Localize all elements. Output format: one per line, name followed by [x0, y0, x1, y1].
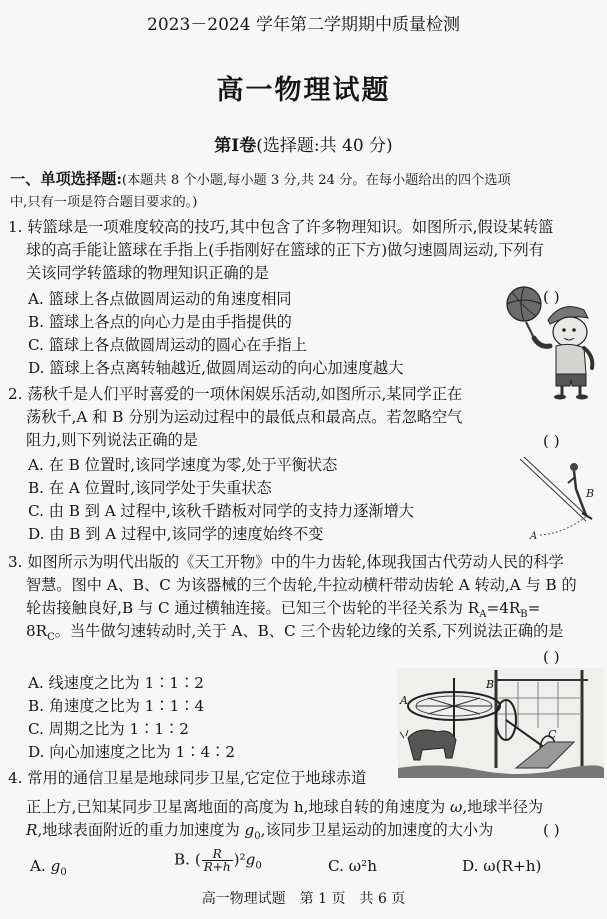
- q2-option-c: C. 由 B 到 A 过程中,该秋千踏板对同学的支持力逐渐增大: [28, 502, 414, 520]
- q1-option-d: D. 篮球上各点离转轴越近,做圆周运动的向心加速度越大: [28, 359, 404, 377]
- q4-option-b-den: R+h: [203, 860, 231, 874]
- part-title-bold: 第Ⅰ卷: [214, 136, 257, 156]
- paper-title: 高一物理试题: [216, 75, 391, 106]
- q3-sub-c: C: [47, 632, 55, 644]
- q1-answer-paren: ( ): [543, 288, 560, 306]
- q3-stem-3b: =4R: [486, 599, 521, 617]
- q4-omega: ω: [449, 798, 463, 816]
- q4-option-b-sub: 0: [255, 860, 262, 872]
- q4-option-d: D. ω(R+h): [462, 857, 542, 875]
- q4-option-a-label: A.: [30, 857, 51, 875]
- q4-option-a-sub: 0: [60, 867, 67, 879]
- q4-option-a: [30, 855, 67, 884]
- q4-option-b-g: g: [245, 850, 256, 869]
- q2-option-a: A. 在 B 位置时,该同学速度为零,处于平衡状态: [28, 456, 338, 474]
- q2-stem-1: 2. 荡秋千是人们平时喜爱的一项休闲娱乐活动,如图所示,某同学正在: [8, 385, 463, 403]
- q3-stem-2: 智慧。图中 A、B、C 为该器械的三个齿轮,牛拉动横杆带动齿轮 A 转动,A 与 B 的: [26, 576, 577, 594]
- page-footer: 高一物理试题 第 1 页 共 6 页: [201, 891, 406, 907]
- q4-option-c: C. ω²h: [328, 857, 377, 875]
- q2-option-b: B. 在 A 位置时,该同学处于失重状态: [28, 479, 272, 497]
- q2-stem-3: 阻力,则下列说法正确的是: [26, 431, 198, 449]
- q4-stem-2: [26, 796, 543, 819]
- q3-option-d: D. 向心加速度之比为 1∶4∶2: [28, 743, 235, 761]
- swing-figure: [516, 455, 602, 541]
- q4-stem-2c: ,地球半径为: [462, 798, 544, 816]
- swing-label-b: B: [586, 487, 595, 500]
- q1-stem-2: 球的高手能让篮球在手指上(手指刚好在篮球的正下方)做匀速圆周运动,下列有: [26, 241, 544, 259]
- q3-stem-4a: 8R: [26, 622, 48, 640]
- q3-option-c: C. 周期之比为 1∶1∶2: [28, 720, 189, 738]
- q4-r: R: [26, 821, 38, 839]
- q3-option-a: A. 线速度之比为 1∶1∶2: [28, 674, 204, 692]
- section-instruction-1: (本题共 8 个小题,每小题 3 分,共 24 分。在每小题给出的四个选项: [121, 173, 511, 188]
- part-title-rest: (选择题:共 40 分): [256, 136, 393, 156]
- section-instruction-2: 中,只有一项是符合题目要求的。): [10, 195, 198, 210]
- q2-option-d: D. 由 B 到 A 过程中,该同学的速度始终不变: [28, 525, 324, 543]
- q3-option-b: B. 角速度之比为 1∶1∶4: [28, 697, 205, 715]
- q3-sub-a: A: [479, 609, 487, 621]
- swing-label-a: A: [530, 531, 538, 541]
- q3-stem-4b: 。当牛做匀速转动时,关于 A、B、C 三个齿轮边缘的关系,下列说法正确的是: [54, 622, 564, 640]
- q4-option-b-num: R: [202, 848, 233, 861]
- q4-g-sub: 0: [254, 831, 261, 843]
- q4-answer-paren: ( ): [543, 821, 560, 839]
- q4-stem-1: 4. 常用的通信卫星是地球同步卫星,它定位于地球赤道: [8, 769, 367, 787]
- q2-answer-paren: ( ): [543, 432, 560, 450]
- section-heading-label: 一、单项选择题:: [10, 170, 122, 188]
- q4-stem-3: [26, 819, 493, 848]
- q4-option-b: [174, 848, 262, 878]
- q4-option-b-pow: )²: [233, 850, 246, 869]
- q4-stem-3b: ,地球表面附近的重力加速度为: [37, 821, 245, 839]
- q3-answer-paren: ( ): [543, 648, 560, 666]
- q1-stem-3: 关该同学转篮球的物理知识正确的是: [26, 264, 269, 282]
- q4-option-b-label: B. (: [174, 850, 201, 869]
- q3-stem-4: [26, 620, 563, 649]
- q1-option-b: B. 篮球上各点的向心力是由手指提供的: [28, 313, 292, 331]
- q3-stem-1: 3. 如图所示为明代出版的《天工开物》中的牛力齿轮,体现我国古代劳动人民的科学: [8, 553, 564, 571]
- gear-label-b: B: [486, 678, 495, 691]
- q1-stem-1: 1. 转篮球是一项难度较高的技巧,其中包含了许多物理知识。如图所示,假设某转篮: [8, 218, 554, 236]
- q4-stem-3e: ,该同步卫星运动的加速度的大小为: [260, 821, 494, 839]
- exam-title: 2023－2024 学年第二学期期中质量检测: [147, 15, 460, 35]
- q3-stem-3-text: 轮齿接触良好,B 与 C 通过横轴连接。已知三个齿轮的半径关系为 R: [26, 599, 480, 617]
- q1-option-c: C. 篮球上各点做圆周运动的圆心在手指上: [28, 336, 307, 354]
- basketball-boy-figure: [500, 282, 604, 400]
- q4-stem-2a: 正上方,已知某同步卫星离地面的高度为 h,地球自转的角速度为: [26, 798, 450, 816]
- gear-label-c: C: [548, 728, 557, 741]
- q1-option-a: A. 篮球上各点做圆周运动的角速度相同: [28, 290, 292, 308]
- part-title: [0, 131, 607, 156]
- q4-g: g: [244, 821, 255, 839]
- q3-sub-b: B: [520, 609, 528, 621]
- ox-gear-figure: [398, 668, 604, 778]
- q4-option-b-fraction: [202, 848, 233, 873]
- q4-option-a-g: g: [50, 857, 61, 875]
- gear-label-a: A: [400, 694, 408, 707]
- section-heading: [10, 168, 600, 192]
- q2-stem-2: 荡秋千,A 和 B 分别为运动过程中的最低点和最高点。若忽略空气: [26, 408, 463, 426]
- q3-stem-3c: =: [527, 599, 541, 617]
